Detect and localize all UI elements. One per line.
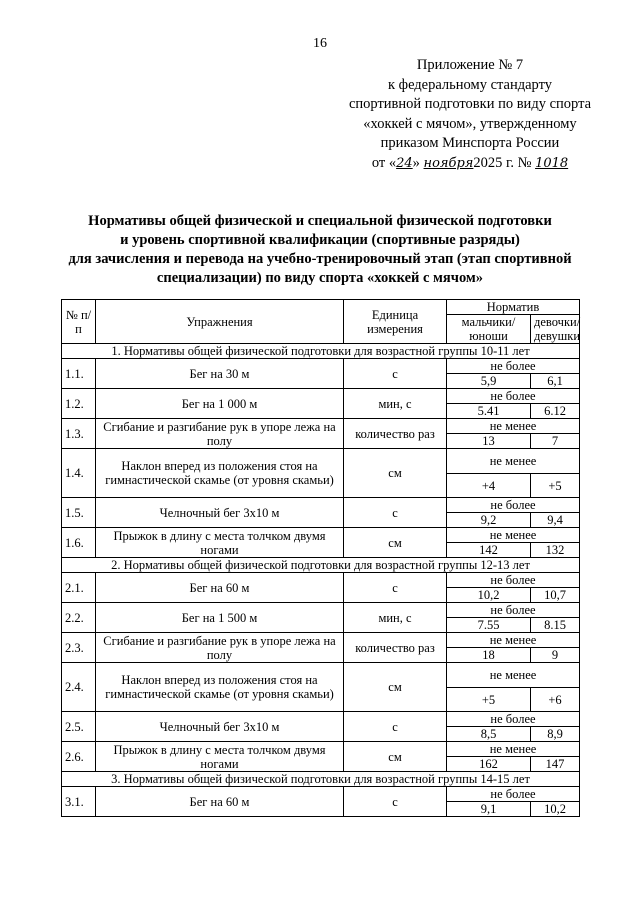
appendix-line: приказом Минспорта России xyxy=(380,135,560,151)
unit: с xyxy=(344,359,447,389)
norm-condition: не менее xyxy=(447,633,580,648)
table-row xyxy=(62,712,580,727)
value-boys: 18 xyxy=(447,648,531,663)
value-boys: 9,2 xyxy=(447,513,531,528)
value-girls: 9 xyxy=(531,648,580,663)
norm-condition: не более xyxy=(447,712,580,727)
row-number: 2.2. xyxy=(62,603,96,633)
header-number: № п/п xyxy=(62,300,96,344)
value-girls: 9,4 xyxy=(531,513,580,528)
norm-condition: не более xyxy=(447,787,580,802)
exercise-name: Бег на 60 м xyxy=(96,573,344,603)
exercise-name: Прыжок в длину с места толчком двумя ногами xyxy=(96,742,344,772)
table-row xyxy=(62,787,580,802)
exercise-name: Бег на 30 м xyxy=(96,359,344,389)
title-line: Нормативы общей физической и специальной физической подготовки xyxy=(88,213,552,229)
norm-condition: не более xyxy=(447,573,580,588)
value-girls: 7 xyxy=(531,434,580,449)
table-row xyxy=(62,528,580,543)
unit: см xyxy=(344,663,447,712)
table-row xyxy=(62,498,580,513)
value-girls: 147 xyxy=(531,757,580,772)
section-title: 3. Нормативы общей физической подготовки для возрастной группы 14-15 лет xyxy=(62,772,580,787)
table-row xyxy=(62,663,580,688)
appendix-line: к федеральному стандарту xyxy=(388,76,552,93)
value-boys: 13 xyxy=(447,434,531,449)
unit: количество раз xyxy=(344,419,447,449)
table-row xyxy=(62,573,580,588)
section-row xyxy=(62,344,580,359)
exercise-name: Сгибание и разгибание рук в упоре лежа на полу xyxy=(96,419,344,449)
norm-condition: не менее xyxy=(447,449,580,474)
table-row xyxy=(62,603,580,618)
exercise-name: Наклон вперед из положения стоя на гимнастической скамье (от уровня скамьи) xyxy=(96,449,344,498)
row-number: 3.1. xyxy=(62,787,96,817)
value-boys: 5,9 xyxy=(447,374,531,389)
unit: см xyxy=(344,742,447,772)
section-title: 1. Нормативы общей физической подготовки для возрастной группы 10-11 лет xyxy=(62,344,580,359)
exercise-name: Бег на 1 000 м xyxy=(96,389,344,419)
row-number: 1.1. xyxy=(62,359,96,389)
unit: мин, с xyxy=(344,389,447,419)
unit: количество раз xyxy=(344,633,447,663)
row-number: 2.5. xyxy=(62,712,96,742)
exercise-name: Бег на 1 500 м xyxy=(96,603,344,633)
table-row xyxy=(62,449,580,474)
norm-condition: не более xyxy=(447,603,580,618)
unit: с xyxy=(344,712,447,742)
table-row xyxy=(62,742,580,757)
norm-condition: не менее xyxy=(447,419,580,434)
document-title xyxy=(40,212,600,288)
header-unit: Единица измерения xyxy=(344,300,447,344)
value-girls: 10,2 xyxy=(531,802,580,817)
value-boys: 9,1 xyxy=(447,802,531,817)
date-separator: » xyxy=(412,154,420,171)
value-girls: 6,1 xyxy=(531,374,580,389)
date-month-handwritten: ноября xyxy=(423,155,474,171)
row-number: 1.2. xyxy=(62,389,96,419)
unit: с xyxy=(344,498,447,528)
unit: см xyxy=(344,528,447,558)
title-line: для зачисления и перевода на учебно-тренировочный этап (этап спортивной xyxy=(68,251,572,267)
date-year: 2025 г. № xyxy=(473,154,532,171)
value-girls: 6.12 xyxy=(531,404,580,419)
value-boys: +4 xyxy=(447,474,531,498)
unit: с xyxy=(344,573,447,603)
section-row xyxy=(62,772,580,787)
appendix-title: Приложение № 7 xyxy=(416,57,524,73)
page-number: 16 xyxy=(313,36,327,51)
date-prefix: от « xyxy=(371,154,397,171)
table-row xyxy=(62,389,580,404)
appendix-date-line xyxy=(330,154,610,174)
row-number: 2.4. xyxy=(62,663,96,712)
norm-condition: не менее xyxy=(447,663,580,688)
norm-condition: не более xyxy=(447,498,580,513)
exercise-name: Наклон вперед из положения стоя на гимнастической скамье (от уровня скамьи) xyxy=(96,663,344,712)
header-girls: девочки/ девушки xyxy=(531,315,580,344)
row-number: 2.3. xyxy=(62,633,96,663)
table-row xyxy=(62,633,580,648)
exercise-name: Челночный бег 3х10 м xyxy=(96,712,344,742)
section-row xyxy=(62,558,580,573)
row-number: 1.6. xyxy=(62,528,96,558)
value-boys: 142 xyxy=(447,543,531,558)
row-number: 1.4. xyxy=(62,449,96,498)
norm-condition: не менее xyxy=(447,742,580,757)
section-title: 2. Нормативы общей физической подготовки для возрастной группы 12-13 лет xyxy=(62,558,580,573)
unit: мин, с xyxy=(344,603,447,633)
value-boys: 162 xyxy=(447,757,531,772)
exercise-name: Бег на 60 м xyxy=(96,787,344,817)
value-girls: 8.15 xyxy=(531,618,580,633)
exercise-name: Челночный бег 3х10 м xyxy=(96,498,344,528)
value-girls: 10,7 xyxy=(531,588,580,603)
unit: см xyxy=(344,449,447,498)
exercise-name: Сгибание и разгибание рук в упоре лежа на полу xyxy=(96,633,344,663)
value-boys: 8,5 xyxy=(447,727,531,742)
row-number: 1.3. xyxy=(62,419,96,449)
value-boys: 10,2 xyxy=(447,588,531,603)
row-number: 1.5. xyxy=(62,498,96,528)
header-boys: мальчики/ юноши xyxy=(447,315,531,344)
value-girls: 8,9 xyxy=(531,727,580,742)
title-line: специализации) по виду спорта «хоккей с мячом» xyxy=(156,270,484,286)
value-boys: 7.55 xyxy=(447,618,531,633)
date-day-handwritten: 24 xyxy=(396,155,413,171)
row-number: 2.6. xyxy=(62,742,96,772)
value-girls: +6 xyxy=(531,688,580,712)
table-row xyxy=(62,419,580,434)
exercise-name: Прыжок в длину с места толчком двумя ногами xyxy=(96,528,344,558)
order-number-handwritten: 1018 xyxy=(535,155,569,171)
norm-condition: не более xyxy=(447,359,580,374)
appendix-block xyxy=(330,56,610,173)
header-norm: Норматив xyxy=(447,300,580,315)
value-boys: +5 xyxy=(447,688,531,712)
norms-table xyxy=(61,299,580,817)
row-number: 2.1. xyxy=(62,573,96,603)
appendix-line: «хоккей с мячом», утвержденному xyxy=(363,115,577,132)
table-row xyxy=(62,359,580,374)
value-girls: +5 xyxy=(531,474,580,498)
unit: с xyxy=(344,787,447,817)
norm-condition: не более xyxy=(447,389,580,404)
appendix-line: спортивной подготовки по виду спорта xyxy=(348,96,592,112)
value-girls: 132 xyxy=(531,543,580,558)
value-boys: 5.41 xyxy=(447,404,531,419)
header-exercise: Упражнения xyxy=(96,300,344,344)
norm-condition: не менее xyxy=(447,528,580,543)
title-line: и уровень спортивной квалификации (спортивные разряды) xyxy=(120,232,520,248)
